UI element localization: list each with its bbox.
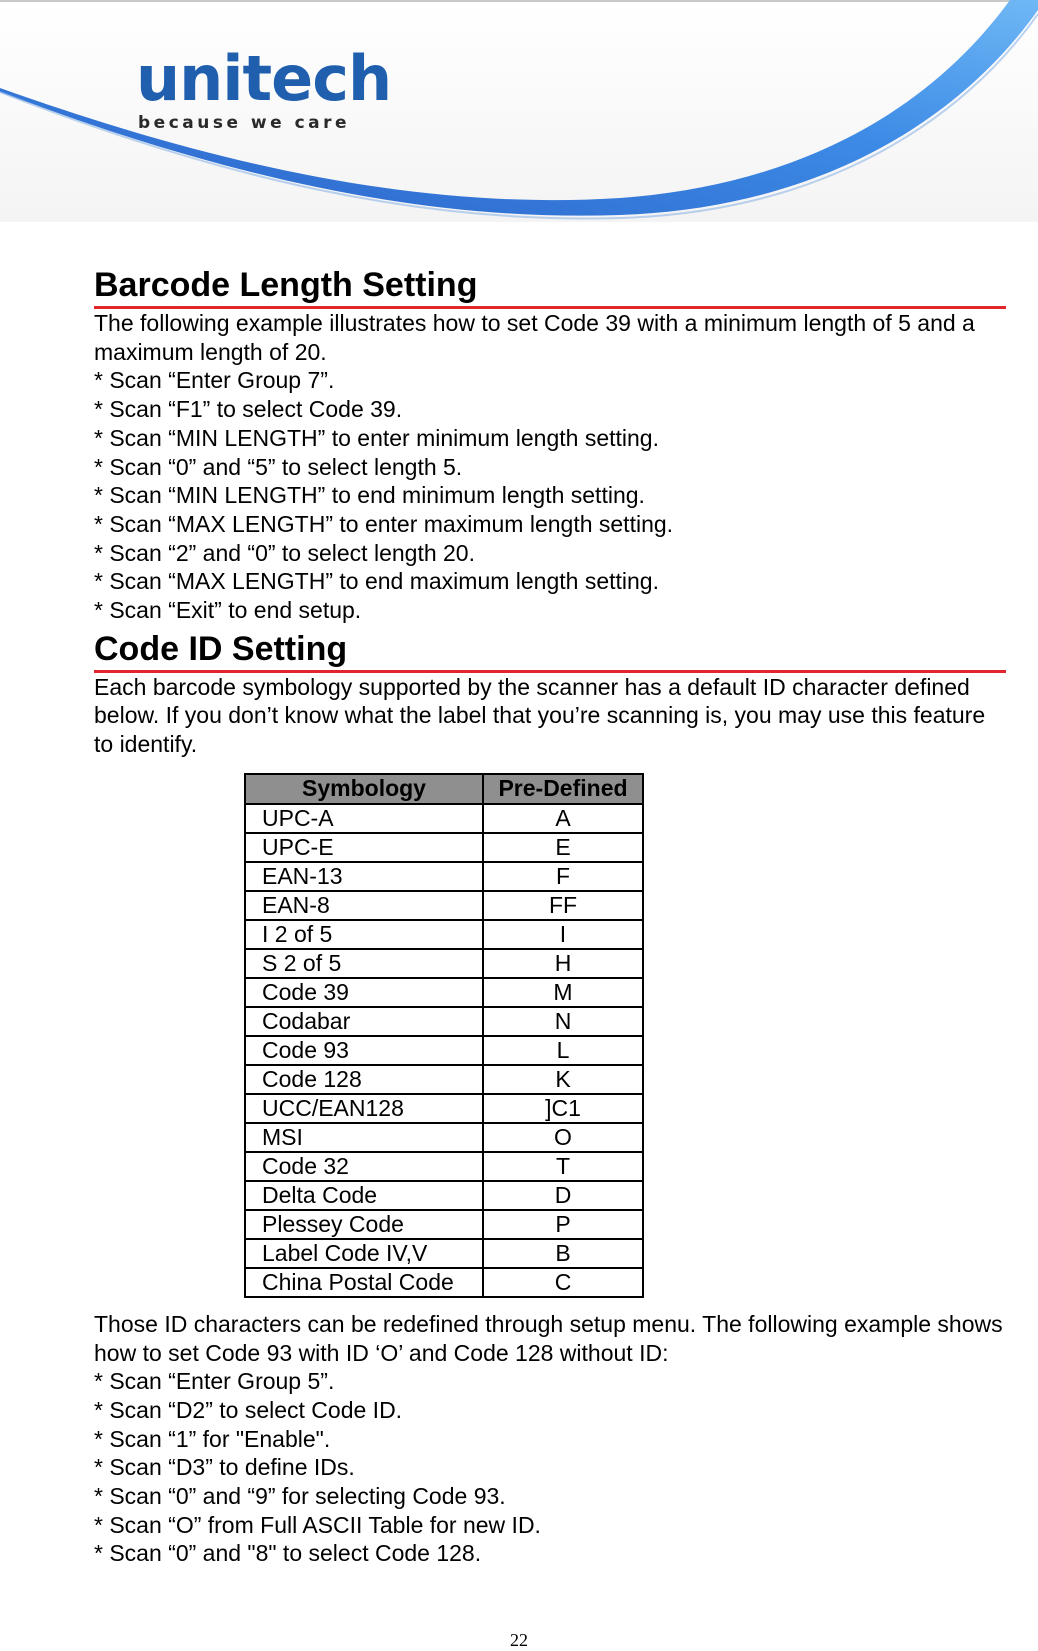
symbology-cell: UPC-E xyxy=(245,833,483,862)
id-cell: D xyxy=(483,1181,643,1210)
table-row xyxy=(245,1007,643,1036)
id-cell: I xyxy=(483,920,643,949)
symbology-cell: EAN-13 xyxy=(245,862,483,891)
table-row xyxy=(245,1036,643,1065)
symbology-cell: MSI xyxy=(245,1123,483,1152)
id-cell: E xyxy=(483,833,643,862)
table-row xyxy=(245,1152,643,1181)
logo-tagline: because we care xyxy=(138,113,351,133)
symbology-cell: China Postal Code xyxy=(245,1268,483,1297)
symbology-cell: Code 32 xyxy=(245,1152,483,1181)
symbology-cell: EAN-8 xyxy=(245,891,483,920)
symbology-cell: Plessey Code xyxy=(245,1210,483,1239)
symbology-cell: UCC/EAN128 xyxy=(245,1094,483,1123)
code-id-intro: Each barcode symbology supported by the scanner has a default ID character defined below. If you don’t know what the label that you’re scanning is, you may use this feature to identify. xyxy=(94,673,986,758)
code-id-table xyxy=(244,773,644,1298)
id-cell: N xyxy=(483,1007,643,1036)
id-cell: A xyxy=(483,804,643,833)
step-item: * Scan “D3” to define IDs. xyxy=(94,1454,355,1481)
table-row xyxy=(245,1181,643,1210)
id-cell: K xyxy=(483,1065,643,1094)
table-row xyxy=(245,1123,643,1152)
symbology-cell: Label Code IV,V xyxy=(245,1239,483,1268)
step-item: * Scan “F1” to select Code 39. xyxy=(94,396,403,423)
code-id-after-text: Those ID characters can be redefined through setup menu. The following example shows how to set Code 93 with ID ‘O’ and Code 128 without ID: xyxy=(94,1310,1003,1366)
id-cell: P xyxy=(483,1210,643,1239)
code-id-steps xyxy=(94,1367,1006,1568)
id-cell: H xyxy=(483,949,643,978)
id-cell: FF xyxy=(483,891,643,920)
step-item: * Scan “MAX LENGTH” to enter maximum length setting. xyxy=(94,510,674,537)
id-cell: O xyxy=(483,1123,643,1152)
id-cell: F xyxy=(483,862,643,891)
table-row xyxy=(245,949,643,978)
step-item: * Scan “0” and “5” to select length 5. xyxy=(94,453,463,480)
id-cell: B xyxy=(483,1239,643,1268)
table-row xyxy=(245,1268,643,1297)
table-row xyxy=(245,1210,643,1239)
barcode-length-intro: The following example illustrates how to set Code 39 with a minimum length of 5 and a maximum length of 20. xyxy=(94,310,975,365)
table-row xyxy=(245,978,643,1007)
step-item: * Scan “1” for "Enable". xyxy=(94,1425,331,1452)
id-cell: ]C1 xyxy=(483,1094,643,1123)
table-row xyxy=(245,833,643,862)
step-item: * Scan “0” and "8" to select Code 128. xyxy=(94,1540,482,1567)
id-cell: L xyxy=(483,1036,643,1065)
step-item: * Scan “D2” to select Code ID. xyxy=(94,1396,403,1423)
column-header-predefined: Pre-Defined xyxy=(483,774,643,804)
page-content xyxy=(94,265,1006,1568)
symbology-cell: Code 39 xyxy=(245,978,483,1007)
symbology-cell: Code 93 xyxy=(245,1036,483,1065)
step-item: * Scan “MIN LENGTH” to enter minimum length setting. xyxy=(94,424,659,451)
symbology-cell: Delta Code xyxy=(245,1181,483,1210)
symbology-cell: Code 128 xyxy=(245,1065,483,1094)
code-id-title: Code ID Setting xyxy=(94,629,1006,673)
step-item: * Scan “Enter Group 7”. xyxy=(94,367,335,394)
step-item: * Scan “Exit” to end setup. xyxy=(94,597,362,624)
table-row xyxy=(245,804,643,833)
table-row xyxy=(245,1065,643,1094)
step-item: * Scan “Enter Group 5”. xyxy=(94,1368,335,1395)
table-row xyxy=(245,862,643,891)
symbology-cell: I 2 of 5 xyxy=(245,920,483,949)
step-item: * Scan “MAX LENGTH” to end maximum length setting. xyxy=(94,568,659,595)
id-cell: M xyxy=(483,978,643,1007)
page-number: 22 xyxy=(510,1630,528,1650)
barcode-length-steps xyxy=(94,366,1006,624)
table-row xyxy=(245,891,643,920)
page-header xyxy=(0,0,1038,225)
symbology-cell: UPC-A xyxy=(245,804,483,833)
table-row xyxy=(245,1239,643,1268)
symbology-cell: Codabar xyxy=(245,1007,483,1036)
column-header-symbology: Symbology xyxy=(245,774,483,804)
barcode-length-title: Barcode Length Setting xyxy=(94,265,1006,309)
step-item: * Scan “MIN LENGTH” to end minimum length setting. xyxy=(94,482,645,509)
step-item: * Scan “2” and “0” to select length 20. xyxy=(94,539,475,566)
logo-wordmark: unitech xyxy=(136,42,392,115)
table-row xyxy=(245,1094,643,1123)
id-cell: C xyxy=(483,1268,643,1297)
table-row xyxy=(245,920,643,949)
step-item: * Scan “O” from Full ASCII Table for new ID. xyxy=(94,1511,541,1538)
symbology-cell: S 2 of 5 xyxy=(245,949,483,978)
step-item: * Scan “0” and “9” for selecting Code 93. xyxy=(94,1483,506,1510)
table-header-row xyxy=(245,774,643,804)
id-cell: T xyxy=(483,1152,643,1181)
